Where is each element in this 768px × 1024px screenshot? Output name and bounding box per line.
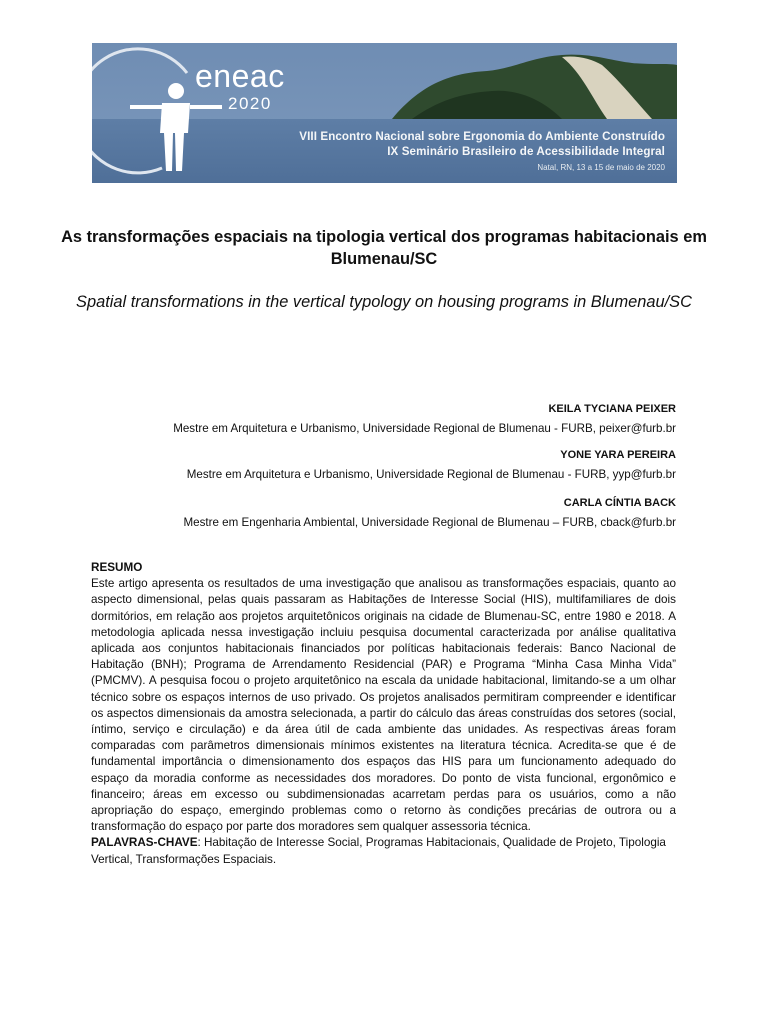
keywords-label: PALAVRAS-CHAVE	[91, 836, 198, 850]
author-name: CARLA CÍNTIA BACK	[563, 497, 676, 509]
keywords-text: : Habitação de Interesse Social, Programas Habitacionais, Qualidade de Projeto, Tipologia Vertical, Transformações Espaciais.	[91, 836, 666, 866]
conference-line-1: VIII Encontro Nacional sobre Ergonomia do Ambiente Construído	[299, 130, 665, 143]
conference-line-2: IX Seminário Brasileiro de Acessibilidade Integral	[387, 145, 665, 158]
abstract-section	[91, 560, 676, 868]
author-affiliation: Mestre em Arquitetura e Urbanismo, Universidade Regional de Blumenau - FURB, yyp@furb.br	[186, 468, 676, 481]
abstract-body: Este artigo apresenta os resultados de uma investigação que analisou as transformações espaciais, quanto ao aspecto dimensional, pelas quais passaram as Habitações de Interesse Social (HIS), multifamiliares de dois dormitórios, em relação aos projetos arquitetônicos originais na cidade de Blumenau-SC, entre 1980 e 2018. A metodologia aplicada nessa investigação incluiu pesquisa documental caracterizada por análise qualitativa aplicada aos conjuntos habitacionais financiados por políticas habitacionais federais: Banco Nacional de Habitação (BNH); Programa de Arrendamento Residencial (PAR) e Programa “Minha Casa Minha Vida” (PMCMV). A pesquisa focou o projeto arquitetônico na escala da unidade habitacional, limitando-se a um olhar técnico sobre os espaços internos de uso privado. Os projetos analisados permitiram compreender e identificar os aspectos dimensionais da amostra selecionada, a partir do cálculo das áreas construídas dos setores (social, íntimo, serviço e circulação) e da área útil de cada ambiente das unidades. As respectivas áreas foram comparadas com parâmetros dimensionais mínimos existentes na literatura técnica. Acredita-se que é de fundamental importância o dimensionamento dos espaços das HIS para um funcionamento adequado do espaço da moradia conforme as necessidades dos moradores. Do ponto de vista funcional, ergonômico e financeiro; áreas em excesso ou subdimensionadas acarretam perdas para os usuários, como a não apropriação do espaço, emergindo problemas como o retorno às condições precárias de outrora ou a transformação do espaço por parte dos moradores sem qualquer assessoria técnica.	[91, 577, 676, 834]
conference-line-3: Natal, RN, 13 a 15 de maio de 2020	[537, 163, 665, 172]
banner-background	[92, 43, 677, 183]
logo-name: eneac	[195, 58, 285, 94]
author-block	[116, 400, 676, 438]
author-affiliation: Mestre em Arquitetura e Urbanismo, Universidade Regional de Blumenau - FURB, peixer@furb.br	[173, 422, 676, 435]
abstract-heading: RESUMO	[91, 561, 143, 574]
author-name: KEILA TYCIANA PEIXER	[548, 403, 676, 415]
paper-title-portuguese: As transformações espaciais na tipologia vertical dos programas habitacionais em Blumenau/SC	[61, 228, 707, 268]
logo-year: 2020	[228, 94, 272, 113]
author-affiliation: Mestre em Engenharia Ambiental, Universidade Regional de Blumenau – FURB, cback@furb.br	[183, 516, 676, 529]
conference-banner	[92, 43, 677, 183]
author-name: YONE YARA PEREIRA	[560, 449, 676, 461]
keywords	[91, 835, 676, 867]
author-block	[116, 446, 676, 484]
author-block	[116, 494, 676, 532]
paper-title-english: Spatial transformations in the vertical typology on housing programs in Blumenau/SC	[76, 293, 692, 311]
